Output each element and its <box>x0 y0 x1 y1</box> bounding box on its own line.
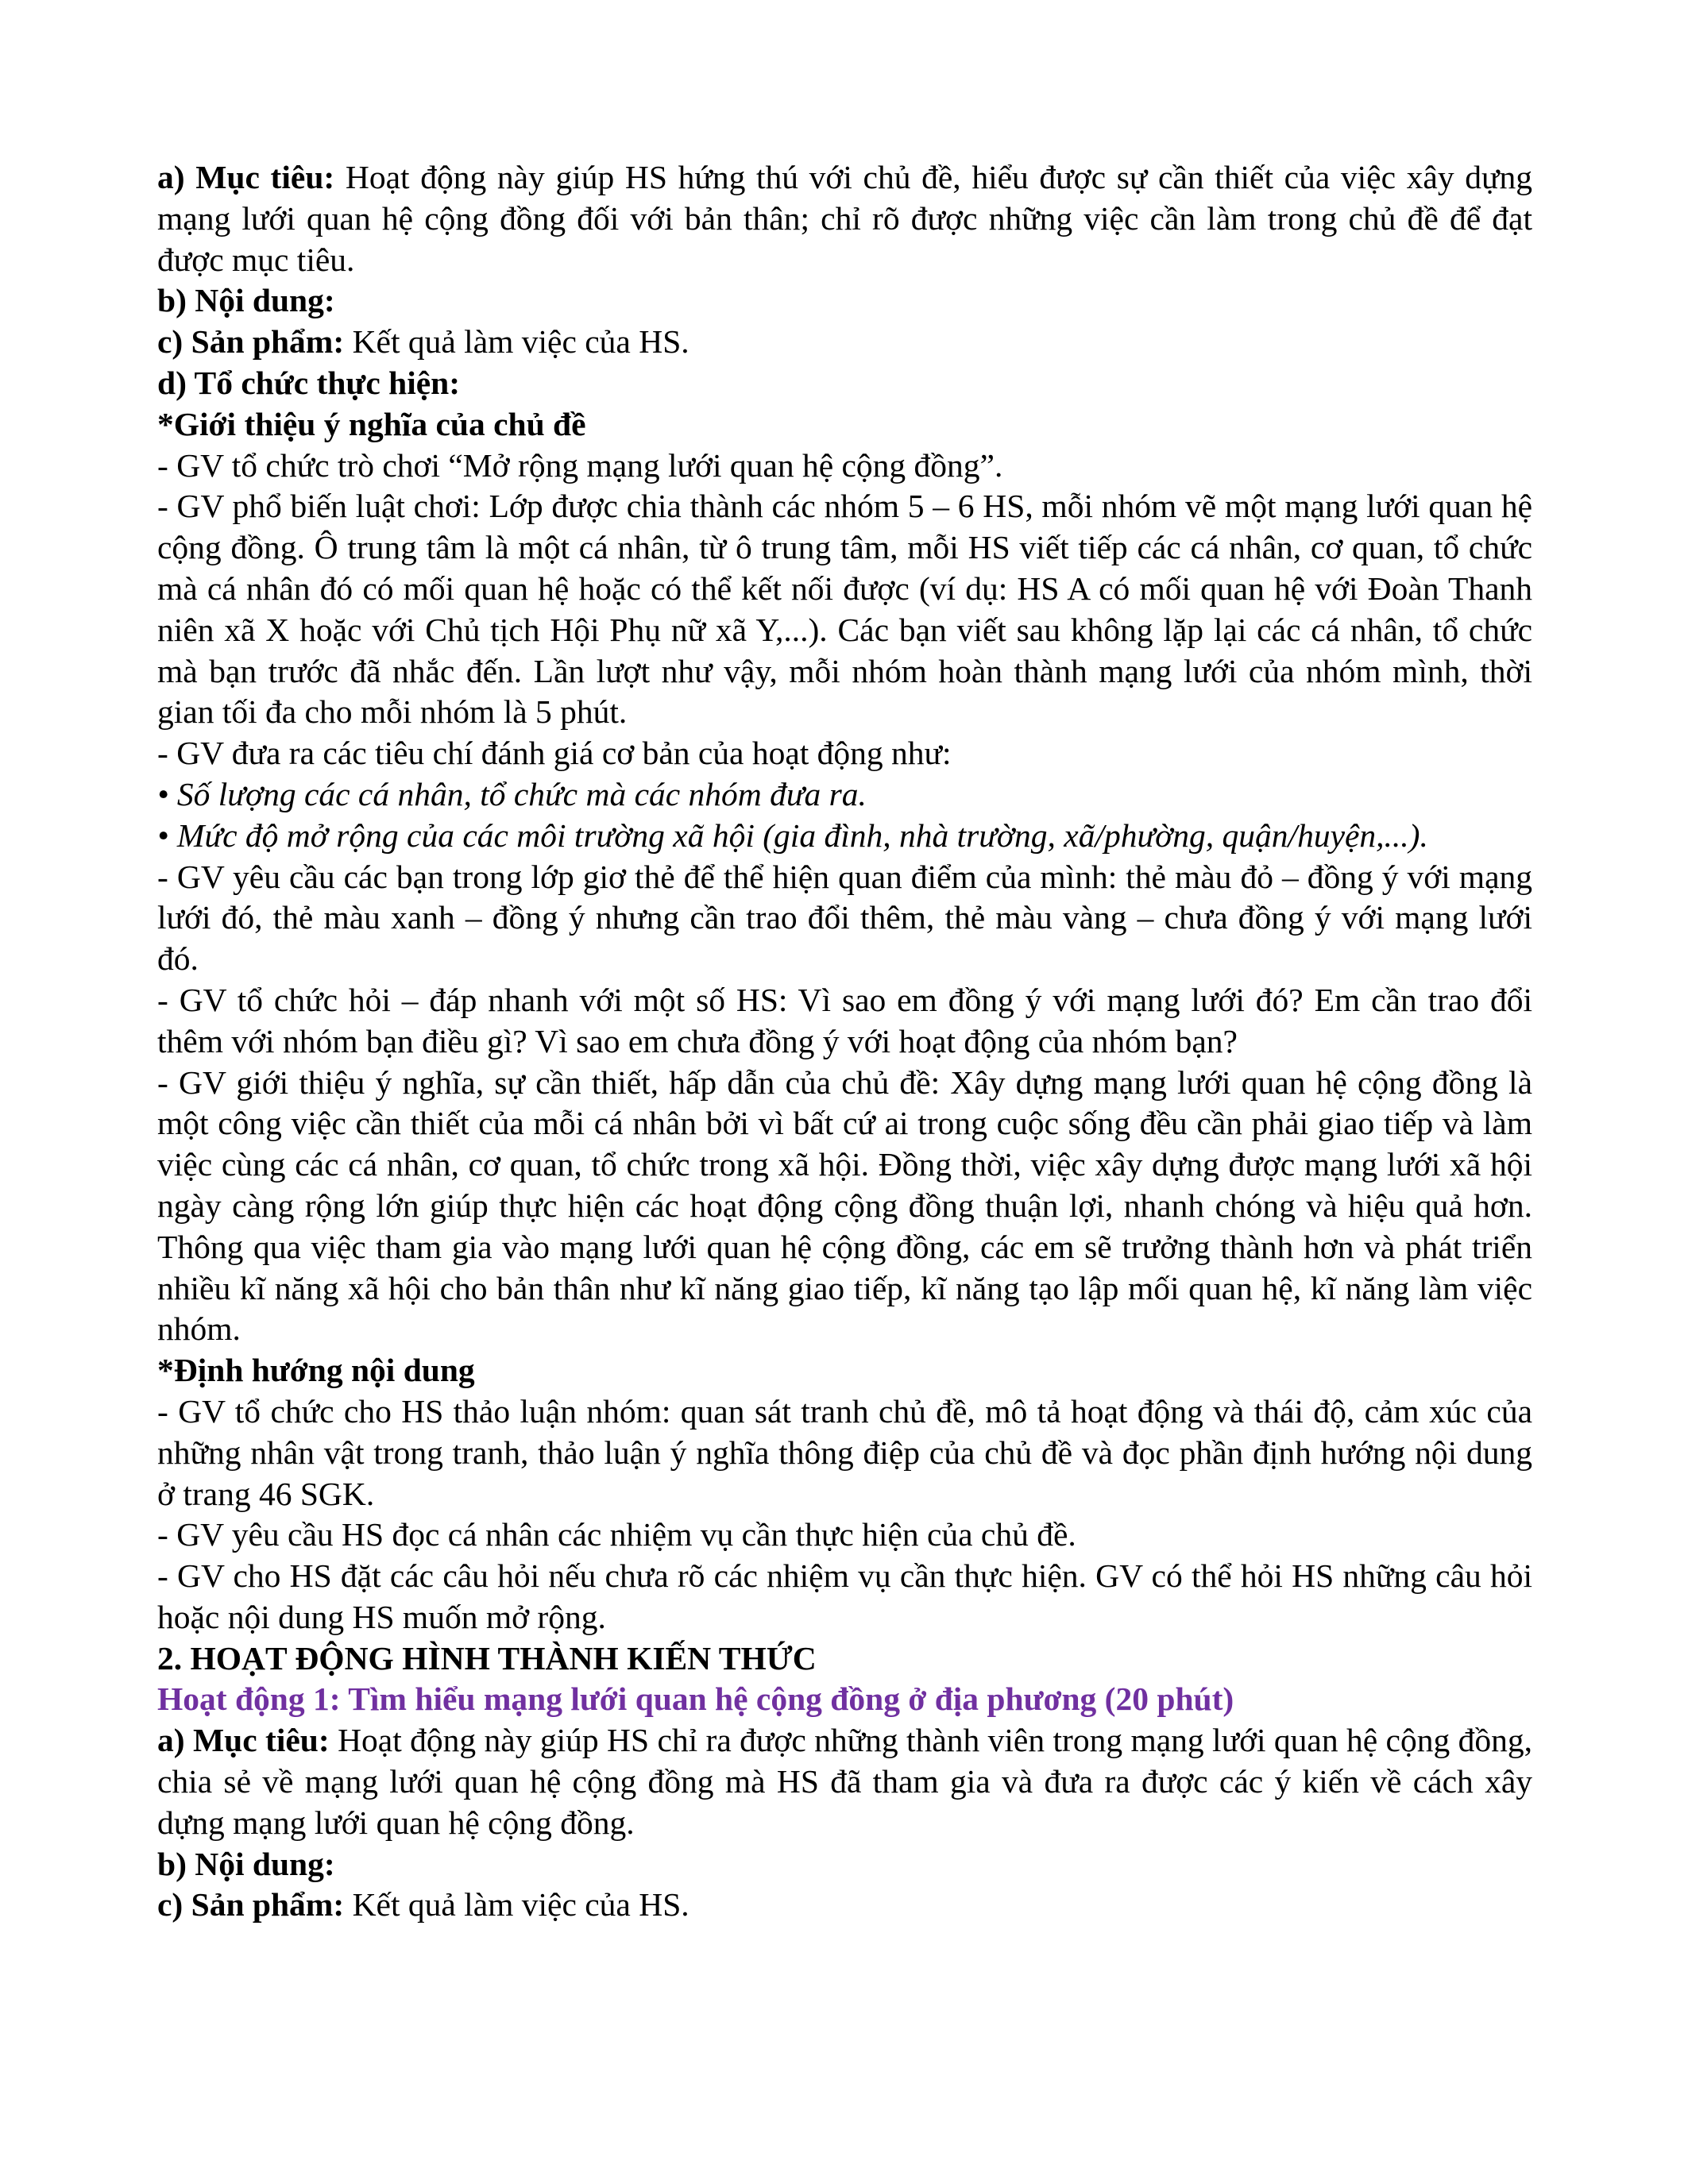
activity-1-san-pham-text: Kết quả làm việc của HS. <box>344 1886 689 1924</box>
paragraph-qa: - GV tổ chức hỏi – đáp nhanh với một số HS: Vì sao em đồng ý với mạng lưới đó? Em cần trao đổi thêm với nhóm bạn điều gì? Vì sao em chưa đồng ý với hoạt động của nhóm bạn? <box>157 981 1532 1059</box>
paragraph-game: - GV tổ chức trò chơi “Mở rộng mạng lưới quan hệ cộng đồng”. <box>157 446 1003 484</box>
activity-1-heading: Hoạt động 1: Tìm hiểu mạng lưới quan hệ cộng đồng ở địa phương (20 phút) <box>157 1680 1234 1718</box>
activity-1-noi-dung-label: b) Nội dung: <box>157 1845 335 1882</box>
activity-1-muc-tieu-paragraph <box>157 1720 1532 1843</box>
paragraph-discussion: - GV tổ chức cho HS thảo luận nhóm: quan sát tranh chủ đề, mô tả hoạt động và thái độ, cảm xúc của những nhân vật trong tranh, thảo luận ý nghĩa thông điệp của chủ đề và đọc phần định hướng nội dung ở trang 46 SGK. <box>157 1392 1532 1512</box>
activity-1-muc-tieu-label: a) Mục tiêu: <box>157 1722 330 1759</box>
gioi-thieu-heading: *Giới thiệu ý nghĩa của chủ đề <box>157 405 586 442</box>
dinh-huong-heading: *Định hướng nội dung <box>157 1352 475 1389</box>
document-page <box>157 157 1532 1926</box>
to-chuc-label: d) Tổ chức thực hiện: <box>157 364 461 401</box>
muc-tieu-label: a) Mục tiêu: <box>157 159 335 195</box>
activity-1-muc-tieu-text: Hoạt động này giúp HS chỉ ra được những thành viên trong mạng lưới quan hệ cộng đồng, chia sẻ về mạng lưới quan hệ cộng đồng mà HS đã tham gia và đưa ra được các ý kiến về cách xây dựng mạng lưới quan hệ cộng đồng. <box>157 1722 1532 1841</box>
bullet-criteria-1: • Số lượng các cá nhân, tổ chức mà các nhóm đưa ra. <box>157 775 867 812</box>
san-pham-label: c) Sản phẩm: <box>157 323 345 361</box>
san-pham-paragraph <box>157 322 1532 363</box>
paragraph-cards: - GV yêu cầu các bạn trong lớp giơ thẻ để thể hiện quan điểm của mình: thẻ màu đỏ – đồng ý với mạng lưới đó, thẻ màu xanh – đồng ý nhưng cần trao đổi thêm, thẻ màu vàng – chưa đồng ý với mạng lưới đó. <box>157 858 1532 978</box>
noi-dung-label: b) Nội dung: <box>157 282 335 319</box>
muc-tieu-text: Hoạt động này giúp HS hứng thú với chủ đề, hiểu được sự cần thiết của việc xây dựng mạng lưới quan hệ cộng đồng đối với bản thân; chỉ rõ được những việc cần làm trong chủ đề để đạt được mục tiêu. <box>157 159 1532 278</box>
paragraph-questions: - GV cho HS đặt các câu hỏi nếu chưa rõ các nhiệm vụ cần thực hiện. GV có thể hỏi HS những câu hỏi hoặc nội dung HS muốn mở rộng. <box>157 1557 1532 1635</box>
paragraph-rules: - GV phổ biến luật chơi: Lớp được chia thành các nhóm 5 – 6 HS, mỗi nhóm vẽ một mạng lưới quan hệ cộng đồng. Ô trung tâm là một cá nhân, từ ô trung tâm, mỗi HS viết tiếp các cá nhân, cơ quan, tổ chức mà cá nhân đó có mối quan hệ hoặc có thể kết nối được (ví dụ: HS A có mối quan hệ với Đoàn Thanh niên xã X hoặc với Chủ tịch Hội Phụ nữ xã Y,...). Các bạn viết sau không lặp lại các cá nhân, tổ chức mà bạn trước đã nhắc đến. Lần lượt như vậy, mỗi nhóm hoàn thành mạng lưới của nhóm mình, thời gian tối đa cho mỗi nhóm là 5 phút. <box>157 488 1532 731</box>
paragraph-criteria: - GV đưa ra các tiêu chí đánh giá cơ bản của hoạt động như: <box>157 735 952 772</box>
san-pham-text: Kết quả làm việc của HS. <box>344 323 689 361</box>
section-2-heading: 2. HOẠT ĐỘNG HÌNH THÀNH KIẾN THỨC <box>157 1639 817 1677</box>
activity-1-san-pham-paragraph <box>157 1885 1532 1926</box>
activity-1-san-pham-label: c) Sản phẩm: <box>157 1886 345 1924</box>
bullet-criteria-2: • Mức độ mở rộng của các môi trường xã hội (gia đình, nhà trường, xã/phường, quận/huyện,...). <box>157 816 1428 854</box>
muc-tieu-paragraph <box>157 157 1532 280</box>
paragraph-meaning: - GV giới thiệu ý nghĩa, sự cần thiết, hấp dẫn của chủ đề: Xây dựng mạng lưới quan hệ cộng đồng là một công việc cần thiết của mỗi cá nhân bởi vì bất cứ ai trong cuộc sống đều cần phải giao tiếp và làm việc cùng các cá nhân, cơ quan, tổ chức trong xã hội. Đồng thời, việc xây dựng được mạng lưới xã hội ngày càng rộng lớn giúp thực hiện các hoạt động cộng đồng thuận lợi, nhanh chóng và hiệu quả hơn. Thông qua việc tham gia vào mạng lưới quan hệ cộng đồng, các em sẽ trưởng thành hơn và phát triển nhiều kĩ năng xã hội cho bản thân như kĩ năng giao tiếp, kĩ năng tạo lập mối quan hệ, kĩ năng làm việc nhóm. <box>157 1063 1532 1348</box>
paragraph-read-tasks: - GV yêu cầu HS đọc cá nhân các nhiệm vụ cần thực hiện của chủ đề. <box>157 1516 1076 1553</box>
